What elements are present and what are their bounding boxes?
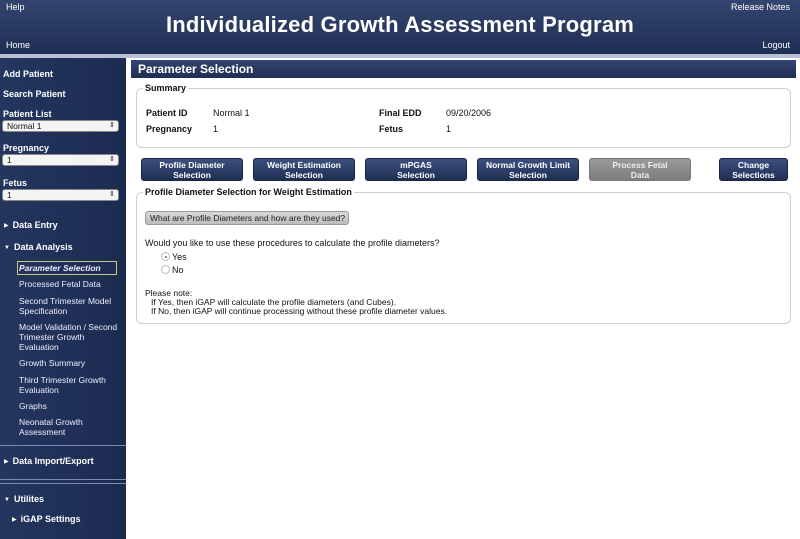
tab-mpgas-selection[interactable] — [365, 158, 467, 181]
pregnancy-label: Pregnancy — [3, 143, 50, 153]
nav-second-trimester-model[interactable]: Second Trimester Model Specification — [19, 296, 112, 316]
igap-settings-section[interactable] — [12, 514, 80, 524]
nav-graphs[interactable]: Graphs — [19, 401, 47, 411]
nav-model-validation[interactable]: Model Validation / Second Trimester Growth Evaluation — [19, 322, 118, 352]
tab-line: mPGAS — [400, 160, 432, 170]
fetus-select[interactable] — [2, 189, 119, 201]
patient-id-label: Patient ID — [146, 108, 188, 118]
add-patient-link[interactable]: Add Patient — [3, 69, 54, 79]
utilities-section[interactable] — [4, 494, 44, 504]
option-yes-label: Yes — [172, 252, 187, 262]
sidebar-divider — [0, 483, 126, 484]
note-line-yes: If Yes, then iGAP will calculate the profile diameters (and Cubes). — [151, 297, 397, 307]
sidebar — [0, 58, 126, 539]
nav-growth-summary[interactable]: Growth Summary — [19, 358, 86, 368]
nav-parameter-selection[interactable]: Parameter Selection — [17, 261, 117, 275]
select-arrows-icon: ⇕ — [109, 191, 115, 198]
summary-fetus-label: Fetus — [379, 124, 404, 134]
patient-id-value: Normal 1 — [213, 108, 250, 118]
data-entry-label: Data Entry — [12, 220, 58, 230]
option-no[interactable] — [161, 265, 184, 275]
data-import-export-label: Data Import/Export — [12, 456, 94, 466]
release-notes-link[interactable]: Release Notes — [730, 2, 790, 12]
profile-diameter-info-button[interactable]: What are Profile Diameters and how are they used? — [145, 211, 349, 225]
patient-list-value: Normal 1 — [7, 121, 42, 131]
logout-link[interactable]: Logout — [762, 40, 790, 50]
tab-line: Data — [630, 169, 650, 180]
profile-diameter-legend: Profile Diameter Selection for Weight Estimation — [145, 187, 352, 197]
tab-profile-diameter-selection[interactable] — [141, 158, 243, 181]
summary-legend: Summary — [145, 83, 187, 93]
utilities-label: Utilites — [13, 494, 44, 504]
tab-line: Change — [737, 160, 770, 170]
calculation-question: Would you like to use these procedures to calculate the profile diameters? — [145, 238, 440, 248]
final-edd-label: Final EDD — [379, 108, 422, 118]
radio-yes[interactable] — [161, 252, 170, 261]
option-no-label: No — [172, 265, 184, 275]
note-title: Please note: — [145, 288, 193, 298]
triangle-right-icon: ▶ — [12, 517, 17, 523]
tab-line: Profile Diameter — [159, 160, 225, 170]
data-analysis-section[interactable] — [4, 242, 73, 252]
tab-line: Selection — [397, 169, 435, 180]
radio-no[interactable] — [161, 265, 170, 274]
option-yes[interactable] — [161, 252, 187, 262]
tab-line: Selection — [509, 169, 547, 180]
tab-line: Normal Growth Limit — [485, 160, 571, 170]
fetus-value: 1 — [7, 190, 12, 200]
nav-processed-fetal-data[interactable]: Processed Fetal Data — [19, 279, 101, 289]
final-edd-value: 09/20/2006 — [446, 108, 492, 118]
patient-list-label: Patient List — [3, 109, 52, 119]
app-header — [0, 0, 800, 54]
app-title: Individualized Growth Assessment Program — [165, 12, 635, 37]
patient-list-select[interactable] — [2, 120, 119, 132]
data-import-export-section[interactable] — [4, 456, 94, 466]
pregnancy-select[interactable] — [2, 154, 119, 166]
triangle-right-icon: ▶ — [4, 223, 9, 229]
nav-third-trimester-growth[interactable]: Third Trimester Growth Evaluation — [19, 375, 106, 395]
tab-line: Process Fetal — [612, 160, 668, 170]
select-arrows-icon: ⇕ — [109, 156, 115, 163]
summary-pregnancy-value: 1 — [213, 124, 219, 134]
tab-line: Selection — [285, 169, 323, 180]
home-link[interactable]: Home — [6, 40, 31, 50]
tab-line: Selections — [732, 169, 775, 180]
triangle-down-icon: ▼ — [4, 497, 10, 503]
note-line-no: If No, then iGAP will continue processing without these profile diameter values. — [151, 306, 448, 316]
search-patient-link[interactable]: Search Patient — [3, 89, 66, 99]
triangle-down-icon: ▼ — [4, 245, 10, 251]
help-link[interactable]: Help — [6, 2, 25, 12]
summary-fetus-value: 1 — [446, 124, 452, 134]
data-analysis-label: Data Analysis — [13, 242, 73, 252]
nav-neonatal-growth[interactable]: Neonatal Growth Assessment — [19, 417, 83, 437]
change-selections-button[interactable] — [719, 158, 788, 181]
igap-settings-label: iGAP Settings — [20, 514, 81, 524]
tab-process-fetal-data[interactable] — [589, 158, 691, 181]
data-entry-section[interactable] — [4, 220, 58, 230]
fetus-label: Fetus — [3, 178, 28, 188]
summary-box — [136, 83, 791, 148]
tab-line: Selection — [173, 169, 211, 180]
tab-line: Weight Estimation — [267, 160, 341, 170]
page-title: Parameter Selection — [131, 60, 796, 78]
tab-normal-growth-limit-selection[interactable] — [477, 158, 579, 181]
select-arrows-icon: ⇕ — [109, 122, 115, 129]
summary-pregnancy-label: Pregnancy — [146, 124, 193, 134]
pregnancy-value: 1 — [7, 155, 12, 165]
sidebar-divider — [0, 445, 126, 446]
triangle-right-icon: ▶ — [4, 459, 9, 465]
sidebar-divider — [0, 479, 126, 480]
profile-diameter-box — [136, 187, 791, 324]
tab-weight-estimation-selection[interactable] — [253, 158, 355, 181]
